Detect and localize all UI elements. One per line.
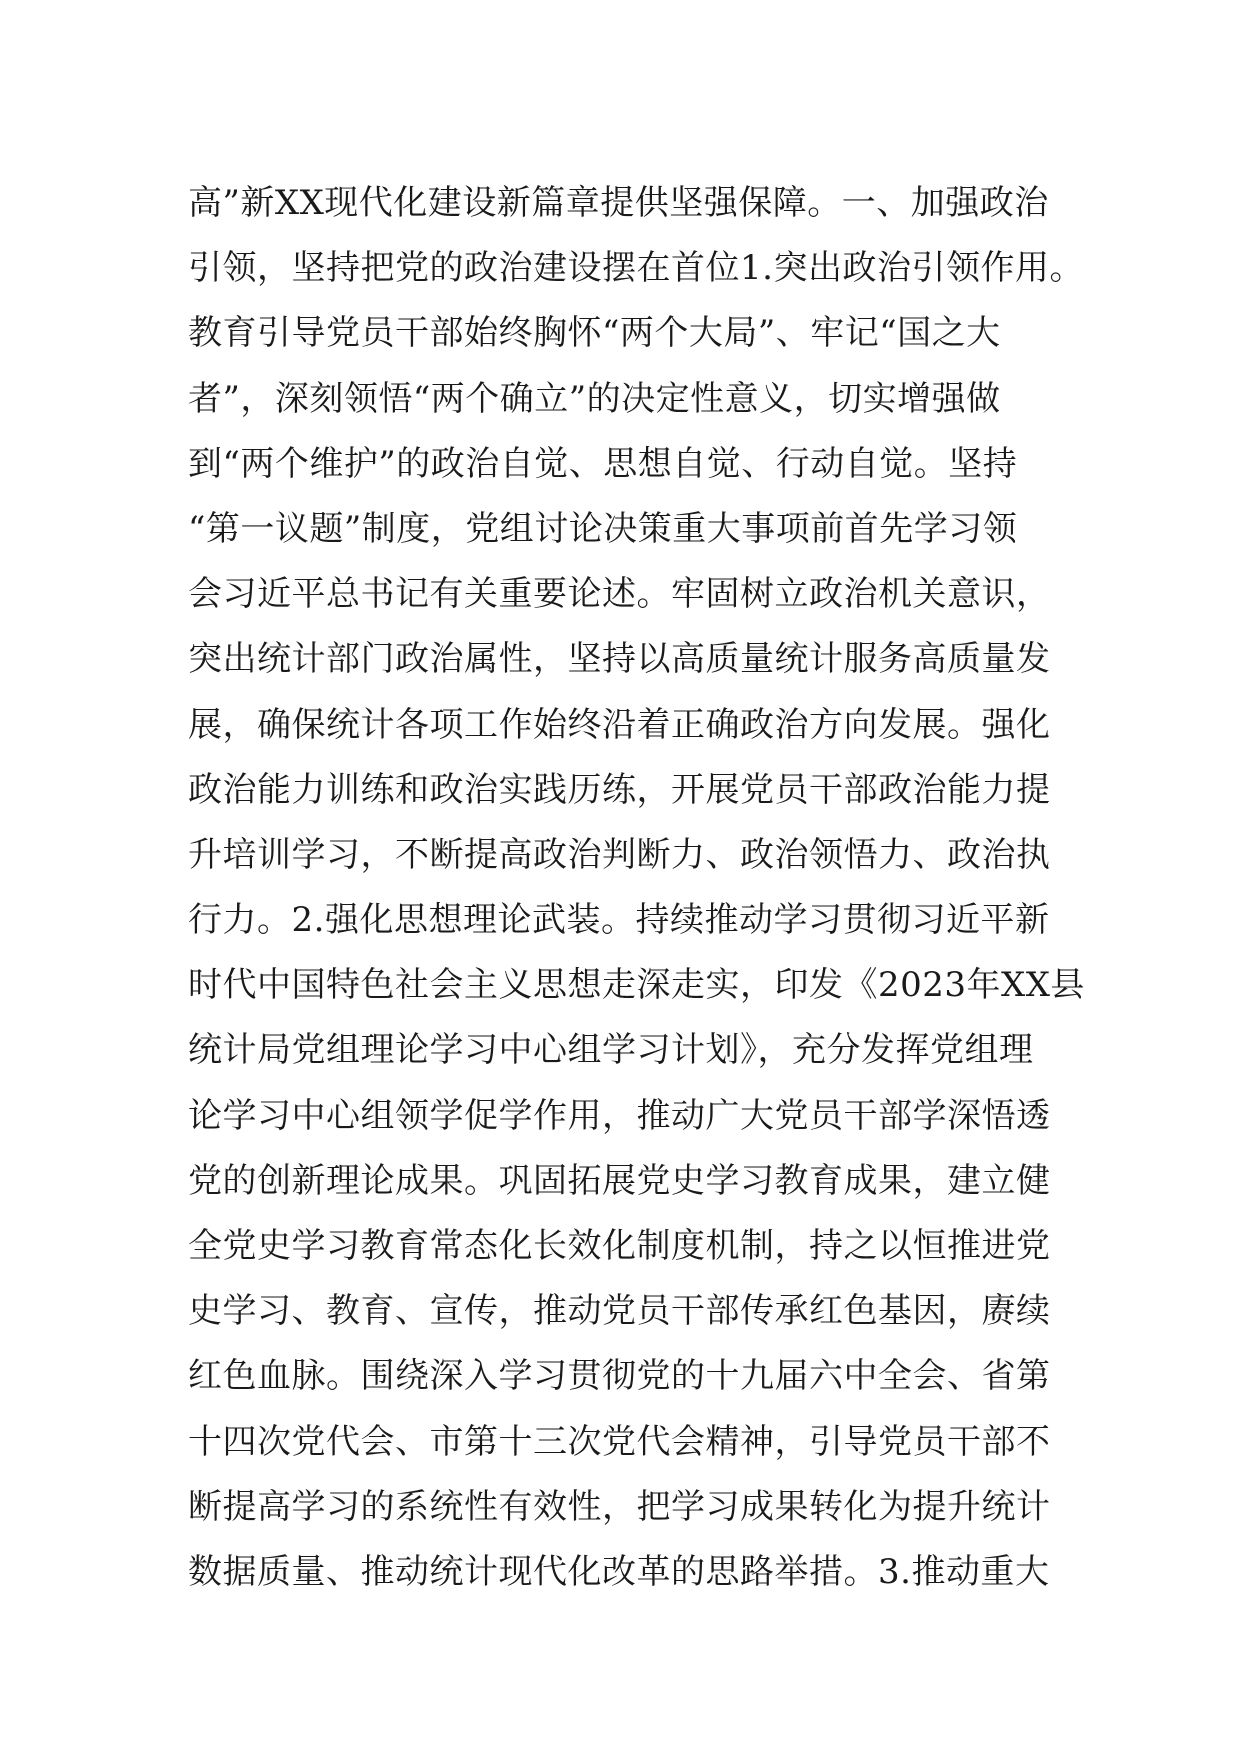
text-line: 突出统计部门政治属性，坚持以高质量统计服务高质量发 [188, 639, 1051, 680]
text-line: 高”新XX现代化建设新篇章提供坚强保障。一、加强政治 [188, 183, 1049, 223]
text-line: 教育引导党员干部始终胸怀“两个大局”、牢记“国之大 [188, 313, 1001, 354]
text-line: “第一议题”制度，党组讨论决策重大事项前首先学习领 [188, 508, 1018, 549]
text-line: 到“两个维护”的政治自觉、思想自觉、行动自觉。坚持 [188, 443, 1018, 484]
text-line: 断提高学习的系统性有效性，把学习成果转化为提升统计 [188, 1486, 1051, 1527]
text-line: 时代中国特色社会主义思想走深走实，印发《2023年XX县 [188, 965, 1085, 1006]
text-line: 史学习、教育、宣传，推动党员干部传承红色基因，赓续 [188, 1291, 1051, 1332]
text-line: 行力。2.强化思想理论武装。持续推动学习贯彻习近平新 [188, 900, 1050, 941]
text-line: 者”，深刻领悟“两个确立”的决定性意义，切实增强做 [188, 378, 1001, 419]
text-line: 论学习中心组领学促学作用，推动广大党员干部学深悟透 [188, 1095, 1051, 1136]
text-line: 升培训学习，不断提高政治判断力、政治领悟力、政治执 [188, 834, 1051, 875]
text-line: 全党史学习教育常态化长效化制度机制，持之以恒推进党 [188, 1226, 1051, 1266]
body-text [188, 171, 1085, 1605]
text-line: 引领，坚持把党的政治建设摆在首位1.突出政治引领作用。 [188, 248, 1084, 289]
text-line: 会习近平总书记有关重要论述。牢固树立政治机关意识， [188, 574, 1051, 615]
text-line: 政治能力训练和政治实践历练，开展党员干部政治能力提 [188, 769, 1051, 810]
text-line: 党的创新理论成果。巩固拓展党史学习教育成果，建立健 [188, 1160, 1051, 1201]
text-line: 十四次党代会、市第十三次党代会精神，引导党员干部不 [188, 1421, 1051, 1462]
text-line: 红色血脉。围绕深入学习贯彻党的十九届六中全会、省第 [188, 1356, 1051, 1397]
text-line: 统计局党组理论学习中心组学习计划》，充分发挥党组理 [188, 1030, 1034, 1071]
text-line: 展，确保统计各项工作始终沿着正确政治方向发展。强化 [188, 704, 1051, 745]
text-line: 数据质量、推动统计现代化改革的思路举措。3.推动重大 [188, 1551, 1050, 1592]
